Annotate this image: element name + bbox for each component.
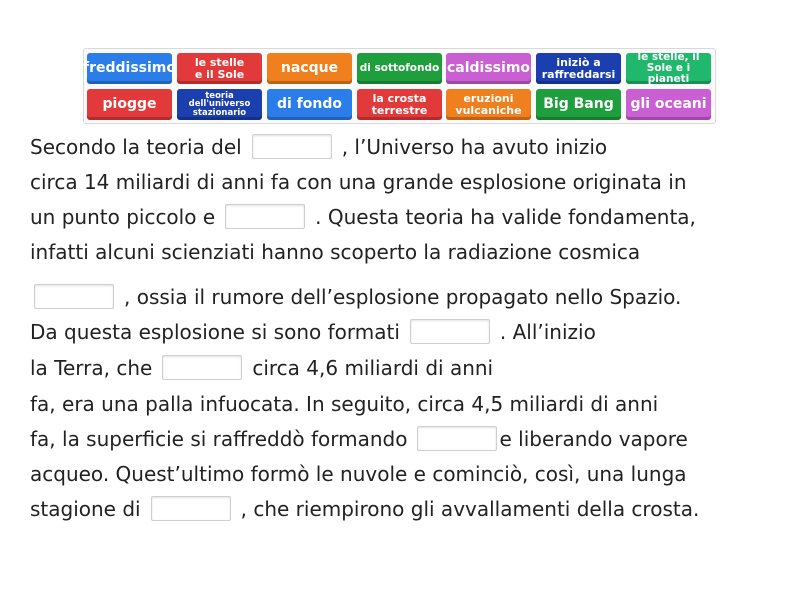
blank-2[interactable]	[225, 204, 305, 229]
text-line-3	[30, 203, 696, 231]
tile-big-bang[interactable]	[536, 89, 621, 120]
text-line-9	[30, 425, 688, 453]
text-line-5	[24, 283, 681, 311]
blank-4[interactable]	[410, 319, 490, 344]
text-fragment: stagione di	[30, 497, 141, 521]
tile-di-sottofondo[interactable]	[357, 53, 442, 84]
text-fragment: , ossia il rumore dell’esplosione propagato nello Spazio.	[124, 285, 682, 309]
tile-label: freddissimo	[83, 60, 177, 77]
text-fragment: Da questa esplosione si sono formati	[30, 320, 400, 344]
blank-1[interactable]	[252, 134, 332, 159]
text-fragment: circa 4,6 miliardi di anni	[252, 356, 494, 380]
tile-label: nacque	[280, 60, 339, 77]
text-fragment: Secondo la teoria del	[30, 135, 242, 159]
tile-label: le stelle e il Sole	[194, 56, 245, 81]
text-fragment: . All’inizio	[499, 320, 596, 344]
text-fragment: fa, la superficie si raffreddò formando	[30, 427, 408, 451]
blank-6[interactable]	[417, 426, 497, 451]
tile-caldissimo[interactable]	[446, 53, 531, 84]
text-fragment: infatti alcuni scienziati hanno scoperto la radiazione cosmica	[30, 240, 641, 264]
blank-3[interactable]	[34, 284, 114, 309]
tile-nacque[interactable]	[267, 53, 352, 84]
text-fragment: . Questa teoria ha valide fondamenta,	[315, 205, 696, 229]
tile-label: la crosta terrestre	[371, 92, 428, 117]
tile-label: piogge	[102, 96, 157, 113]
text-fragment: acqueo. Quest’ultimo formò le nuvole e cominciò, così, una lunga	[30, 462, 687, 486]
text-line-4	[30, 238, 640, 266]
text-fragment: , l’Universo ha avuto inizio	[341, 135, 608, 159]
tile-eruzioni-vulcaniche[interactable]	[446, 89, 531, 120]
tile-label: caldissimo	[446, 60, 531, 77]
text-fragment: la Terra, che	[30, 356, 153, 380]
text-line-10	[30, 460, 687, 488]
tile-label: le stelle, il Sole e i pianeti	[637, 51, 700, 85]
text-fragment: fa, era una palla infuocata. In seguito, circa 4,5 miliardi di anni	[30, 392, 659, 416]
text-line-1	[30, 133, 607, 161]
tile-piogge[interactable]	[87, 89, 172, 120]
blank-7[interactable]	[151, 496, 231, 521]
tile-label: di fondo	[276, 96, 342, 113]
tile-gli-oceani[interactable]	[626, 89, 711, 120]
tile-la-crosta-terrestre[interactable]	[357, 89, 442, 120]
tile-inizio-a-raffreddarsi[interactable]	[536, 53, 621, 84]
tile-label: gli oceani	[630, 96, 707, 113]
tile-label: di sottofondo	[359, 62, 440, 75]
text-fragment: un punto piccolo e	[30, 205, 216, 229]
tile-label: eruzioni vulcaniche	[455, 92, 522, 117]
text-line-6	[30, 318, 596, 346]
tile-freddissimo[interactable]	[83, 53, 177, 84]
tile-teoria-universo-stazionario[interactable]	[177, 89, 262, 120]
text-fragment: , che riempirono gli avvallamenti della crosta.	[240, 497, 700, 521]
text-line-7	[30, 354, 493, 382]
tile-label: Big Bang	[543, 96, 614, 113]
tile-label: iniziò a raffreddarsi	[541, 56, 616, 81]
text-line-11	[30, 495, 699, 523]
text-fragment: circa 14 miliardi di anni fa con una grande esplosione originata in	[30, 170, 687, 194]
tile-le-stelle-e-il-sole[interactable]	[177, 53, 262, 84]
tile-di-fondo[interactable]	[267, 89, 352, 120]
text-line-8	[30, 390, 658, 418]
text-line-2	[30, 168, 687, 196]
blank-5[interactable]	[162, 355, 242, 380]
text-fragment: e liberando vapore	[499, 427, 688, 451]
tile-label: teoria dell'universo stazionario	[188, 90, 251, 118]
tile-le-stelle-il-sole-e-i-pianeti[interactable]	[626, 53, 711, 84]
